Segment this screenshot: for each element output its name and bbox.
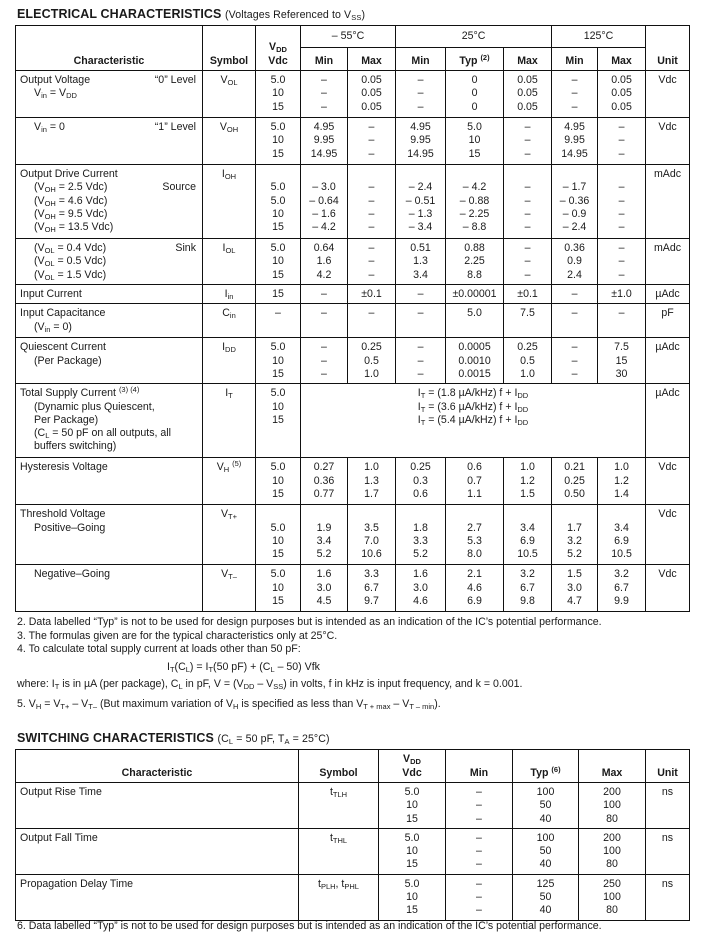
typ-cell: 100 50 40 (513, 828, 579, 874)
header-temp-minus55: – 55°C (301, 26, 396, 48)
min-cell: – – – (446, 828, 513, 874)
min-125c-cell: – (552, 304, 598, 338)
electrical-notes (17, 616, 602, 711)
unit-cell: µAdc (646, 384, 690, 458)
row-output-voltage-low (16, 71, 690, 118)
header-symbol: Symbol (299, 750, 379, 783)
min-25c-cell: – – – (396, 71, 446, 118)
typ-25c-cell: 0 0 0 (446, 71, 504, 118)
unit-cell: µAdc (646, 285, 690, 304)
note-4-where: where: $I_T$ is in µA (per package), $C_L$ in pF, $V = (V_{DD} - V_{SS})$ in volts, f in kHz is input frequency, and k = 0.001. (17, 678, 523, 691)
min-125c-cell: 0.21 0.25 0.50 (552, 458, 598, 505)
min-125c-cell: 1.5 3.0 4.7 (552, 565, 598, 612)
max-25c-cell: 7.5 (504, 304, 552, 338)
electrical-characteristics-title (17, 7, 365, 21)
max-25c-cell: 3.2 6.7 9.8 (504, 565, 552, 612)
header-max: Max (348, 48, 396, 71)
vdd-cell: 5.0 10 15 (379, 783, 446, 829)
max-55c-cell: 0.25 0.5 1.0 (348, 338, 396, 384)
typ-25c-cell: ±0.00001 (446, 285, 504, 304)
characteristic-cell: Negative–Going (16, 565, 203, 612)
characteristic-cell: $V_{in} = 0$ “1” Level (16, 118, 203, 165)
characteristic-cell: Output Rise Time (16, 783, 299, 829)
max-125c-cell: 3.4 6.9 10.5 (598, 505, 646, 565)
max-cell: 200 100 80 (579, 783, 646, 829)
max-55c-cell: – (348, 304, 396, 338)
typ-25c-cell: 5.0 10 15 (446, 118, 504, 165)
max-125c-cell: ±1.0 (598, 285, 646, 304)
max-55c-cell: – – – – (348, 165, 396, 239)
characteristic-cell: ($V_{OL} = 0.4$ Vdc) Sink ($V_{OL} = 0.5$ Vdc) ($V_{OL} = 1.5$ Vdc) (16, 239, 203, 285)
section-title: SWITCHING CHARACTERISTICS (17, 731, 214, 745)
switching-note-6: 6. Data labelled “Typ” is not to be used for design purposes but is intended as an indication of the IC’s potential performance. (17, 920, 602, 932)
unit-cell: pF (646, 304, 690, 338)
header-typ: Typ $^{(6)}$ (513, 750, 579, 783)
characteristic-cell: Input Current (16, 285, 203, 304)
symbol-cell: $V_{T+}$ (203, 505, 256, 565)
header-max: Max (504, 48, 552, 71)
max-55c-cell: – – – (348, 239, 396, 285)
typ-cell: 100 50 40 (513, 783, 579, 829)
vdd-cell: 5.0 10 15 (379, 828, 446, 874)
vdd-cell: 5.0 10 15 (256, 239, 301, 285)
header-vdd: $V_{DD}$ Vdc (379, 750, 446, 783)
characteristic-cell: Output Voltage “0” Level $V_{in} = V_{DD}$ (16, 71, 203, 118)
unit-cell: mAdc (646, 165, 690, 239)
unit-cell: ns (646, 874, 690, 920)
switching-row (16, 783, 690, 829)
max-cell: 250 100 80 (579, 874, 646, 920)
max-55c-cell: 1.0 1.3 1.7 (348, 458, 396, 505)
header-min: Min (301, 48, 348, 71)
section-subtitle: ($C_L = 50$ pF, $T_A = 25^\circ C$) (217, 733, 330, 746)
max-25c-cell: 3.4 6.9 10.5 (504, 505, 552, 565)
max-125c-cell: – (598, 304, 646, 338)
symbol-cell: $I_{OL}$ (203, 239, 256, 285)
symbol-cell: $I_{in}$ (203, 285, 256, 304)
min-55c-cell: 4.95 9.95 14.95 (301, 118, 348, 165)
typ-25c-cell: 5.0 (446, 304, 504, 338)
row-threshold-positive (16, 505, 690, 565)
typ-25c-cell: 2.1 4.6 6.9 (446, 565, 504, 612)
min-25c-cell: 4.95 9.95 14.95 (396, 118, 446, 165)
note-5: 5. $V_H = V_{T+} - V_{T-}$ (But maximum variation of $V_H$ is specified as less than $V_{T + max} - V_{T - min}$). (17, 697, 441, 711)
min-55c-cell: 0.27 0.36 0.77 (301, 458, 348, 505)
max-25c-cell: – – – – (504, 165, 552, 239)
header-min: Min (396, 48, 446, 71)
min-55c-cell: – (301, 285, 348, 304)
min-25c-cell: 0.51 1.3 3.4 (396, 239, 446, 285)
max-125c-cell: – – – – (598, 165, 646, 239)
max-125c-cell: 7.5 15 30 (598, 338, 646, 384)
unit-cell: µAdc (646, 338, 690, 384)
max-25c-cell: – – – (504, 118, 552, 165)
characteristic-cell: Hysteresis Voltage (16, 458, 203, 505)
header-typ: Typ $^{(2)}$ (446, 48, 504, 71)
switching-characteristics-title (17, 731, 330, 745)
row-hysteresis-voltage (16, 458, 690, 505)
row-output-drive-source (16, 165, 690, 239)
max-55c-cell: – – – (348, 118, 396, 165)
max-25c-cell: ±0.1 (504, 285, 552, 304)
header-vdd: $V_{DD}$ Vdc (256, 26, 301, 71)
section-subtitle: (Voltages Referenced to $V_{SS}$) (225, 9, 366, 22)
symbol-cell: $I_{DD}$ (203, 338, 256, 384)
typ-25c-cell: 0.88 2.25 8.8 (446, 239, 504, 285)
max-55c-cell: ±0.1 (348, 285, 396, 304)
characteristic-cell: Quiescent Current (Per Package) (16, 338, 203, 384)
typ-cell: 125 50 40 (513, 874, 579, 920)
row-total-supply-current (16, 384, 690, 458)
symbol-cell: $V_{OL}$ (203, 71, 256, 118)
header-symbol: Symbol (203, 26, 256, 71)
vdd-cell: 5.0 10 15 (256, 118, 301, 165)
symbol-cell: $I_{OH}$ (203, 165, 256, 239)
symbol-cell: $C_{in}$ (203, 304, 256, 338)
unit-cell: ns (646, 783, 690, 829)
row-output-drive-sink (16, 239, 690, 285)
min-25c-cell: 1.6 3.0 4.6 (396, 565, 446, 612)
min-25c-cell: – – – (396, 338, 446, 384)
min-55c-cell: 1.9 3.4 5.2 (301, 505, 348, 565)
vdd-cell: 5.0 10 15 (256, 458, 301, 505)
vdd-cell: – (256, 304, 301, 338)
max-55c-cell: 3.5 7.0 10.6 (348, 505, 396, 565)
min-125c-cell: 4.95 9.95 14.95 (552, 118, 598, 165)
header-characteristic: Characteristic (16, 26, 203, 71)
symbol-cell: $V_{OH}$ (203, 118, 256, 165)
row-input-current (16, 285, 690, 304)
vdd-cell: 5.0 10 15 (256, 71, 301, 118)
header-temp-125: 125°C (552, 26, 646, 48)
min-55c-cell: 1.6 3.0 4.5 (301, 565, 348, 612)
max-25c-cell: 1.0 1.2 1.5 (504, 458, 552, 505)
min-55c-cell: – 3.0 – 0.64 – 1.6 – 4.2 (301, 165, 348, 239)
max-125c-cell: 0.05 0.05 0.05 (598, 71, 646, 118)
unit-cell: Vdc (646, 118, 690, 165)
max-55c-cell: 0.05 0.05 0.05 (348, 71, 396, 118)
symbol-cell: $V_H$ $^{(5)}$ (203, 458, 256, 505)
min-55c-cell: – (301, 304, 348, 338)
min-25c-cell: – (396, 285, 446, 304)
unit-cell: Vdc (646, 565, 690, 612)
electrical-characteristics-table (15, 25, 690, 612)
header-unit: Unit (646, 26, 690, 71)
typ-25c-cell: 0.0005 0.0010 0.0015 (446, 338, 504, 384)
row-threshold-negative (16, 565, 690, 612)
vdd-cell: 15 (256, 285, 301, 304)
max-55c-cell: 3.3 6.7 9.7 (348, 565, 396, 612)
max-cell: 200 100 80 (579, 828, 646, 874)
max-25c-cell: – – – (504, 239, 552, 285)
header-max: Max (598, 48, 646, 71)
vdd-cell: 5.0 10 15 (256, 384, 301, 458)
unit-cell: Vdc (646, 458, 690, 505)
min-125c-cell: – (552, 285, 598, 304)
typ-25c-cell: 0.6 0.7 1.1 (446, 458, 504, 505)
symbol-cell: $t_{PLH}$, $t_{PHL}$ (299, 874, 379, 920)
note-4-formula: $I_T(C_L) = I_T(50$ $pF) + (C_L - 50)$ Vfk (167, 660, 320, 674)
min-cell: – – – (446, 874, 513, 920)
max-25c-cell: 0.05 0.05 0.05 (504, 71, 552, 118)
min-125c-cell: 0.36 0.9 2.4 (552, 239, 598, 285)
symbol-cell: $V_{T-}$ (203, 565, 256, 612)
min-55c-cell: – – – (301, 338, 348, 384)
characteristic-cell: Input Capacitance $(V_{in} = 0)$ (16, 304, 203, 338)
min-55c-cell: 0.64 1.6 4.2 (301, 239, 348, 285)
header-temp-25: 25°C (396, 26, 552, 48)
row-output-voltage-high (16, 118, 690, 165)
min-125c-cell: 1.7 3.2 5.2 (552, 505, 598, 565)
characteristic-cell: Output Drive Current ($V_{OH} = 2.5$ Vdc) Source ($V_{OH} = 4.6$ Vdc) ($V_{OH} = 9.5$ Vdc) ($V_{OH} = 13.5$ Vdc) (16, 165, 203, 239)
unit-cell: mAdc (646, 239, 690, 285)
row-quiescent-current (16, 338, 690, 384)
vdd-cell: 5.0 10 15 (256, 505, 301, 565)
vdd-cell: 5.0 5.0 10 15 (256, 165, 301, 239)
note-4: 4. To calculate total supply current at loads other than 50 pF: (17, 643, 301, 655)
symbol-cell: $I_T$ (203, 384, 256, 458)
header-min: Min (446, 750, 513, 783)
characteristic-cell: Total Supply Current $^{(3) (4)}$ (Dynamic plus Quiescent, Per Package) ($C_L = 50$ pF on all outputs, all buffers switching) (16, 384, 203, 458)
switching-row (16, 828, 690, 874)
header-min: Min (552, 48, 598, 71)
header-max: Max (579, 750, 646, 783)
typ-25c-cell: 2.7 5.3 8.0 (446, 505, 504, 565)
min-125c-cell: – 1.7 – 0.36 – 0.9 – 2.4 (552, 165, 598, 239)
characteristic-cell: Threshold Voltage Positive–Going (16, 505, 203, 565)
header-unit: Unit (646, 750, 690, 783)
max-125c-cell: – – – (598, 118, 646, 165)
section-title: ELECTRICAL CHARACTERISTICS (17, 7, 222, 21)
max-125c-cell: – – – (598, 239, 646, 285)
header-characteristic: Characteristic (16, 750, 299, 783)
max-125c-cell: 3.2 6.7 9.9 (598, 565, 646, 612)
vdd-cell: 5.0 10 15 (256, 338, 301, 384)
vdd-cell: 5.0 10 15 (256, 565, 301, 612)
formula-cell: $I_T = (1.8$ µA/kHz) $f + I_{DD}$ $I_T = (3.6$ µA/kHz) $f + I_{DD}$ $I_T = (5.4$ µA/kHz) $f + I_{DD}$ (301, 384, 646, 458)
unit-cell: Vdc (646, 71, 690, 118)
switching-characteristics-table (15, 749, 690, 921)
min-55c-cell: – – – (301, 71, 348, 118)
min-25c-cell: 0.25 0.3 0.6 (396, 458, 446, 505)
switching-row (16, 874, 690, 920)
characteristic-cell: Output Fall Time (16, 828, 299, 874)
unit-cell: Vdc (646, 505, 690, 565)
min-25c-cell: 1.8 3.3 5.2 (396, 505, 446, 565)
row-input-capacitance (16, 304, 690, 338)
characteristic-cell: Propagation Delay Time (16, 874, 299, 920)
unit-cell: ns (646, 828, 690, 874)
symbol-cell: $t_{TLH}$ (299, 783, 379, 829)
max-125c-cell: 1.0 1.2 1.4 (598, 458, 646, 505)
min-25c-cell: – 2.4 – 0.51 – 1.3 – 3.4 (396, 165, 446, 239)
vdd-cell: 5.0 10 15 (379, 874, 446, 920)
min-125c-cell: – – – (552, 71, 598, 118)
note-3: 3. The formulas given are for the typical characteristics only at 25°C. (17, 629, 338, 642)
min-cell: – – – (446, 783, 513, 829)
note-2: 2. Data labelled “Typ” is not to be used for design purposes but is intended as an indication of the IC’s potential performance. (17, 616, 602, 628)
max-25c-cell: 0.25 0.5 1.0 (504, 338, 552, 384)
typ-25c-cell: – 4.2 – 0.88 – 2.25 – 8.8 (446, 165, 504, 239)
min-25c-cell: – (396, 304, 446, 338)
min-125c-cell: – – – (552, 338, 598, 384)
symbol-cell: $t_{THL}$ (299, 828, 379, 874)
